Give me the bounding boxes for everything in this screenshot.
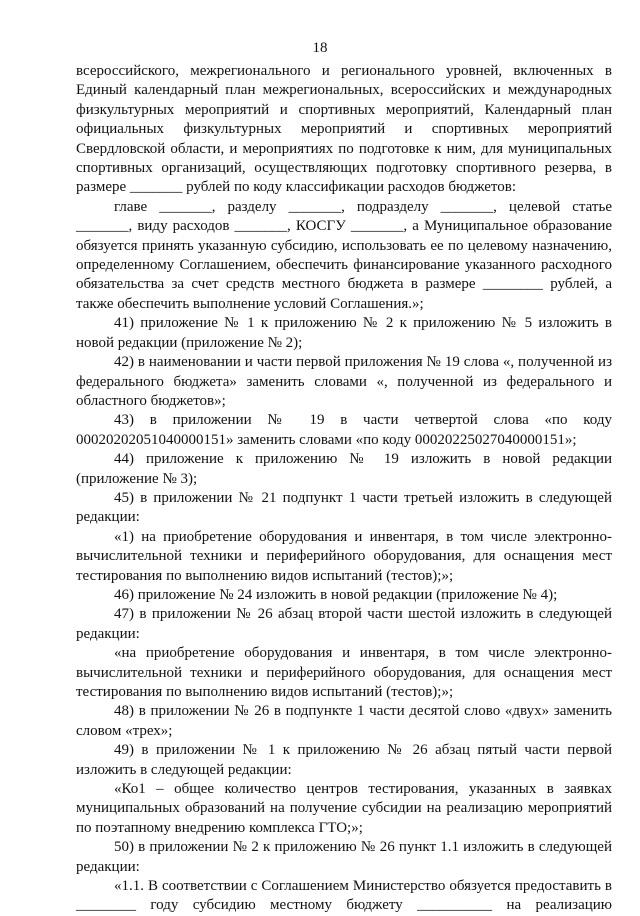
paragraph-quote-49: «Ко1 – общее количество центров тестирования, указанных в заявках муниципальных образований на получение субсидии на реализацию мероприятий по поэтапному внедрению комплекса ГТО;»; [76,781,612,836]
paragraph-item-44: 44) приложение к приложению № 19 изложить в новой редакции (приложение № 3); [76,451,612,487]
paragraph-item-43: 43) в приложении № 19 в части четвертой слова «по коду 00020202051040000151» заменить словами «по коду 00020225027040000151»; [76,412,612,448]
paragraph-budget-codes: главе _______, разделу _______, подразделу _______, целевой статье _______, виду расходов _______, КОСГУ _______, а Муниципальное образование обязуется принять указанную субсидию, использовать ее по целевому назначению, определенному Соглашением, обеспечить финансирование указанного расходного обязательства за счет средств местного бюджета в размере ________ рублей, а также обеспечить выполнение условий Соглашения.»; [76,198,612,312]
page-number: 18 [312,40,328,56]
paragraph-item-47: 47) в приложении № 26 абзац второй части шестой изложить в следующей редакции: [76,606,612,642]
paragraph-continuation: всероссийского, межрегионального и регионального уровней, включенных в Единый календарный план межрегиональных, всероссийских и международных физкультурных мероприятий и спортивных мероприятий, Календарный план официальных физкультурных мероприятий и спортивных мероприятий Свердловской области, и мероприятиях по подготовке к ним, для муниципальных спортивных организаций, осуществляющих подготовку спортивного резерва, в размере _______ рублей по коду классификации расходов бюджетов: [76,63,612,196]
paragraph-quote-50: «1.1. В соответствии с Соглашением Министерство обязуется предоставить в ________ году субсидию местному бюджету __________ на реализацию [76,878,612,914]
paragraph-item-45: 45) в приложении № 21 подпункт 1 части третьей изложить в следующей редакции: [76,489,612,526]
paragraph-item-49: 49) в приложении № 1 к приложению № 26 абзац пятый части первой изложить в следующей редакции: [76,742,612,778]
paragraph-quote-45: «1) на приобретение оборудования и инвентаря, в том числе электронно-вычислительной техники и периферийного оборудования, для оснащения мест тестирования по выполнению видов испытаний (тестов);»; [76,528,612,584]
paragraph-item-50: 50) в приложении № 2 к приложению № 26 пункт 1.1 изложить в следующей редакции: [76,839,612,875]
paragraph-item-48: 48) в приложении № 26 в подпункте 1 части десятой слово «двух» заменить словом «трех»; [76,703,612,739]
document-body [76,62,612,916]
paragraph-item-46: 46) приложение № 24 изложить в новой редакции (приложение № 4); [114,586,558,603]
paragraph-item-42: 42) в наименовании и части первой приложения № 19 слова «, полученной из федерального бюджета» заменить словами «, полученной из федерального и областного бюджетов»; [76,354,612,409]
paragraph-item-41: 41) приложение № 1 к приложению № 2 к приложению № 5 изложить в новой редакции (приложение № 2); [76,315,612,351]
paragraph-quote-47: «на приобретение оборудования и инвентаря, в том числе электронно-вычислительной техники и периферийного оборудования, для оснащения мест тестирования по выполнению видов испытаний (тестов);»; [76,645,612,700]
